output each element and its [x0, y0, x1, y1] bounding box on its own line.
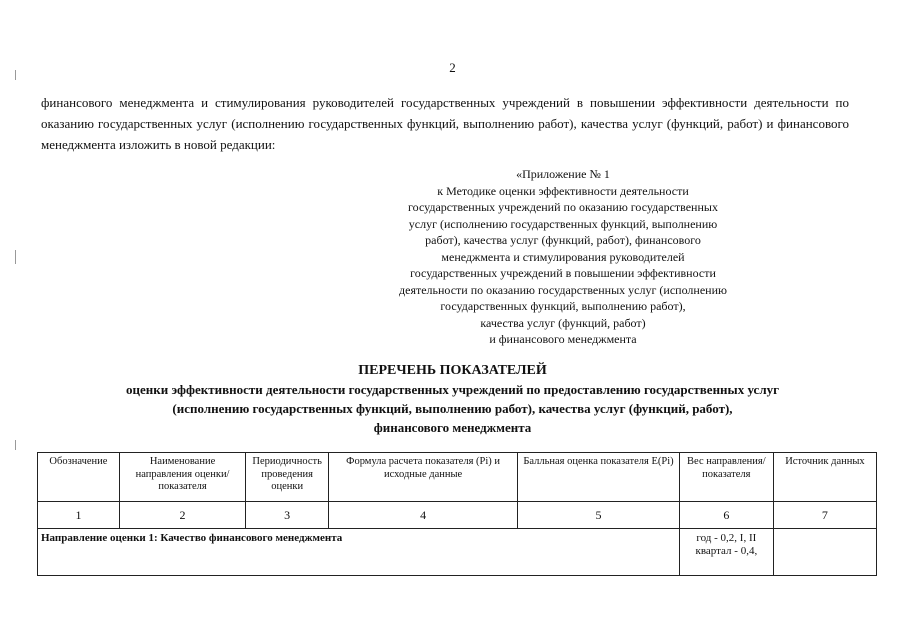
- column-number-cell: 7: [773, 502, 876, 529]
- table-header-cell: Вес направления/ показателя: [679, 453, 773, 502]
- appendix-line: качества услуг (функций, работ): [480, 315, 646, 330]
- table-row: [38, 529, 877, 576]
- table-header-cell: Обозначение: [38, 453, 120, 502]
- direction-source-cell: [773, 529, 876, 576]
- scan-edge-mark: [15, 440, 16, 450]
- appendix-line: государственных учреждений по оказанию государственных: [408, 200, 718, 214]
- appendix-heading: [358, 166, 768, 348]
- subtitle-line: (исполнению государственных функций, выполнению работ), качества услуг (функций, работ),: [172, 401, 733, 416]
- title-line: ПЕРЕЧЕНЬ ПОКАЗАТЕЛЕЙ: [358, 363, 547, 378]
- column-number-cell: 4: [329, 502, 518, 529]
- direction-title-cell: Направление оценки 1: Качество финансового менеджмента: [38, 529, 680, 576]
- table-header-cell: Формула расчета показателя (Pi) и исходные данные: [329, 453, 518, 502]
- table-header-cell: Периодичность проведения оценки: [246, 453, 329, 502]
- subtitle-line: финансового менеджмента: [373, 420, 532, 435]
- column-number-cell: 3: [246, 502, 329, 529]
- appendix-line: к Методике оценки эффективности деятельности: [437, 183, 689, 198]
- appendix-line: государственных функций, выполнению работ),: [440, 299, 686, 313]
- appendix-line: и финансового менеджмента: [489, 332, 637, 346]
- subtitle-line: оценки эффективности деятельности государственных учреждений по предоставлению государственных услуг: [125, 382, 780, 397]
- direction-weight-cell: год - 0,2, I, II квартал - 0,4,: [679, 529, 773, 576]
- appendix-line: «Приложение № 1: [516, 167, 610, 181]
- column-number-cell: 6: [679, 502, 773, 529]
- intro-paragraph: финансового менеджмента и стимулирования руководителей государственных учреждений в повышении эффективности деятельности по оказанию государственных услуг (исполнению государственных функций, выполнению работ), качества услуг (функций, работ) и финансового менеджмента изложить в новой редакции:: [41, 95, 849, 152]
- appendix-line: услуг (исполнению государственных функций, выполнению: [408, 216, 718, 231]
- column-number-cell: 5: [518, 502, 680, 529]
- table-header-cell: Наименование направления оценки/показателя: [119, 453, 245, 502]
- table-header-row: [38, 453, 877, 502]
- table-header-cell: Балльная оценка показателя E(Pi): [518, 453, 680, 502]
- table-column-numbers-row: [38, 502, 877, 529]
- column-number-cell: 1: [38, 502, 120, 529]
- appendix-line: государственных учреждений в повышении эффективности: [410, 266, 716, 280]
- appendix-line: деятельности по оказанию государственных услуг (исполнению: [399, 282, 727, 297]
- document-title: [0, 362, 905, 437]
- scan-edge-mark: [15, 250, 16, 264]
- appendix-line: работ), качества услуг (функций, работ), финансового: [425, 233, 701, 247]
- column-number-cell: 2: [119, 502, 245, 529]
- appendix-line: менеджмента и стимулирования руководителей: [441, 249, 685, 264]
- page-number: 2: [449, 60, 456, 75]
- table-header-cell: Источник данных: [773, 453, 876, 502]
- indicators-table: [37, 452, 877, 576]
